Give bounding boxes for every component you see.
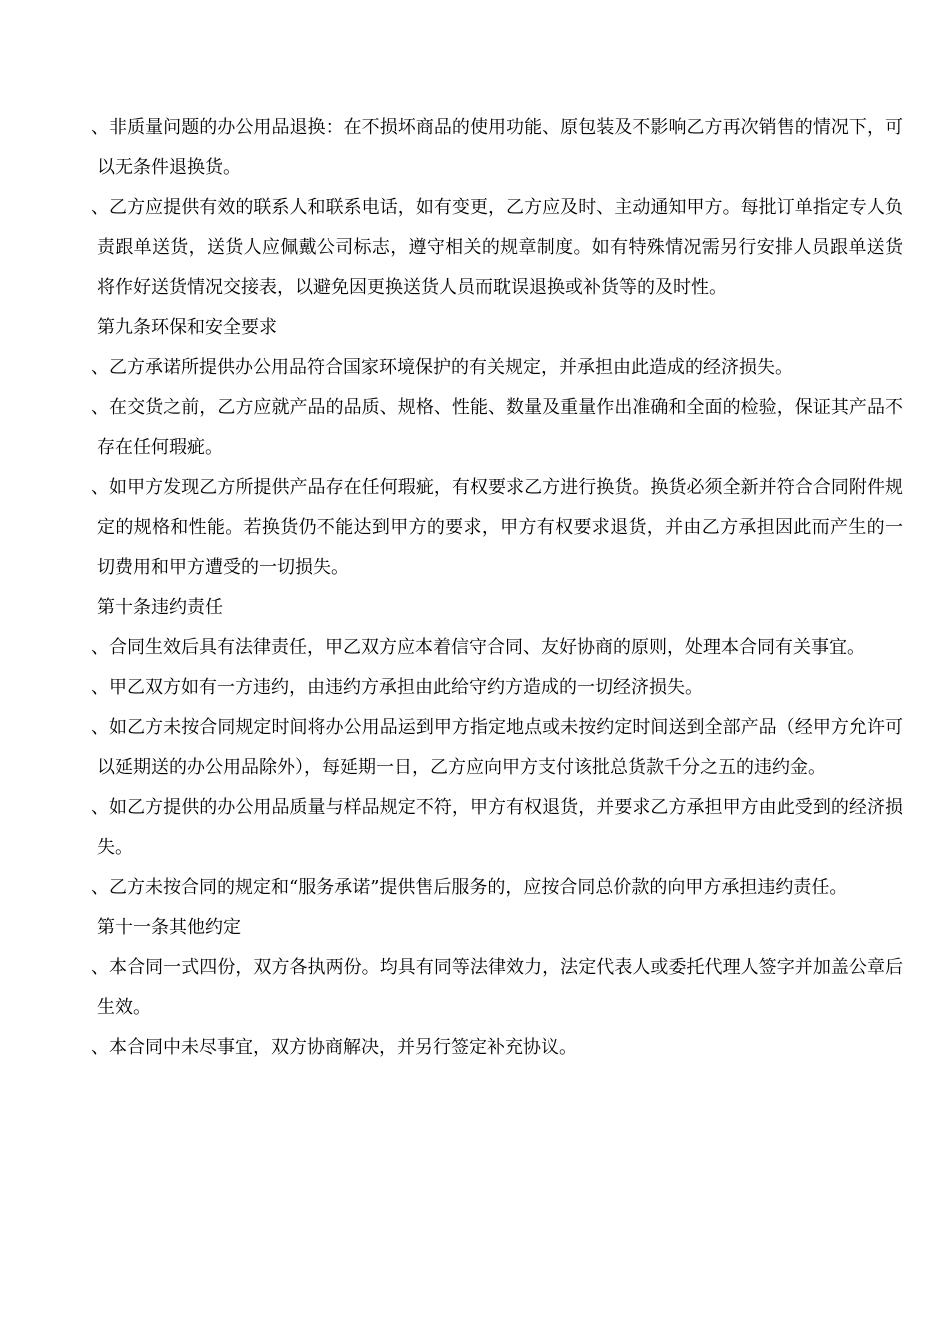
- section-heading-liability: 第十条违约责任: [97, 597, 223, 618]
- document-page: [91, 108, 903, 1068]
- paragraph-text: 非质量问题的办公用品退换：在不损坏商品的使用功能、原包装及不影响乙方再次销售的情况下，可以无条件退换货。: [97, 117, 903, 178]
- paragraph-text: 合同生效后具有法律责任，甲乙双方应本着信守合同、友好协商的原则，处理本合同有关事宜。: [109, 637, 865, 658]
- list-marker: 、: [91, 1037, 109, 1058]
- list-marker: 、: [91, 397, 109, 418]
- paragraph-defect-exchange: [91, 468, 903, 588]
- paragraph-text: 乙方应提供有效的联系人和联系电话，如有变更，乙方应及时、主动通知甲方。每批订单指定专人负责跟单送货，送货人应佩戴公司标志，遵守相关的规章制度。如有特殊情况需另行安排人员跟单送货将作好送货情况交接表，以避免因更换送货人员而耽误退换或补货等的及时性。: [97, 197, 903, 298]
- paragraph-text: 在交货之前，乙方应就产品的品质、规格、性能、数量及重量作出准确和全面的检验，保证其产品不存在任何瑕疵。: [97, 397, 903, 458]
- paragraph-after-sales-liability: [91, 868, 903, 908]
- paragraph-supplementary-agreement: [91, 1028, 903, 1068]
- list-marker: 、: [91, 197, 109, 218]
- section-heading-environment-safety: 第九条环保和安全要求: [97, 317, 277, 338]
- list-marker: 、: [91, 357, 109, 378]
- paragraph-text: 本合同中未尽事宜，双方协商解决，并另行签定补充协议。: [109, 1037, 577, 1058]
- paragraph-legal-effect: [91, 628, 903, 668]
- paragraph-copies: [91, 948, 903, 1028]
- list-marker: 、: [91, 117, 109, 138]
- list-marker: 、: [91, 637, 109, 658]
- list-marker: 、: [91, 677, 109, 698]
- paragraph-quality-mismatch: [91, 788, 903, 868]
- paragraph-environment-promise: [91, 348, 903, 388]
- list-marker: 、: [91, 477, 109, 498]
- section-heading-other-terms: 第十一条其他约定: [97, 917, 241, 938]
- paragraph-text: 如甲方发现乙方所提供产品存在任何瑕疵，有权要求乙方进行换货。换货必须全新并符合合同附件规定的规格和性能。若换货仍不能达到甲方的要求，甲方有权要求退货，并由乙方承担因此而产生的一切费用和甲方遭受的一切损失。: [97, 477, 903, 578]
- paragraph-text: 乙方未按合同的规定和“服务承诺”提供售后服务的，应按合同总价款的向甲方承担违约责任。: [109, 877, 848, 898]
- paragraph-text: 乙方承诺所提供办公用品符合国家环境保护的有关规定，并承担由此造成的经济损失。: [109, 357, 793, 378]
- list-marker: 、: [91, 957, 109, 978]
- paragraph-text: 本合同一式四份，双方各执两份。均具有同等法律效力，法定代表人或委托代理人签字并加盖公章后生效。: [97, 957, 903, 1018]
- paragraph-breach-compensation: [91, 668, 903, 708]
- list-marker: 、: [91, 717, 109, 738]
- paragraph-text: 如乙方提供的办公用品质量与样品规定不符，甲方有权退货，并要求乙方承担甲方由此受到的经济损失。: [97, 797, 903, 858]
- paragraph-late-delivery-penalty: [91, 708, 903, 788]
- paragraph-text: 如乙方未按合同规定时间将办公用品运到甲方指定地点或未按约定时间送到全部产品（经甲方允许可以延期送的办公用品除外），每延期一日，乙方应向甲方支付该批总货款千分之五的违约金。: [97, 717, 903, 778]
- paragraph-text: 甲乙双方如有一方违约，由违约方承担由此给守约方造成的一切经济损失。: [109, 677, 703, 698]
- paragraph-return-policy: [91, 108, 903, 188]
- list-marker: 、: [91, 797, 109, 818]
- list-marker: 、: [91, 877, 109, 898]
- paragraph-pre-delivery-inspection: [91, 388, 903, 468]
- paragraph-contact-person: [91, 188, 903, 308]
